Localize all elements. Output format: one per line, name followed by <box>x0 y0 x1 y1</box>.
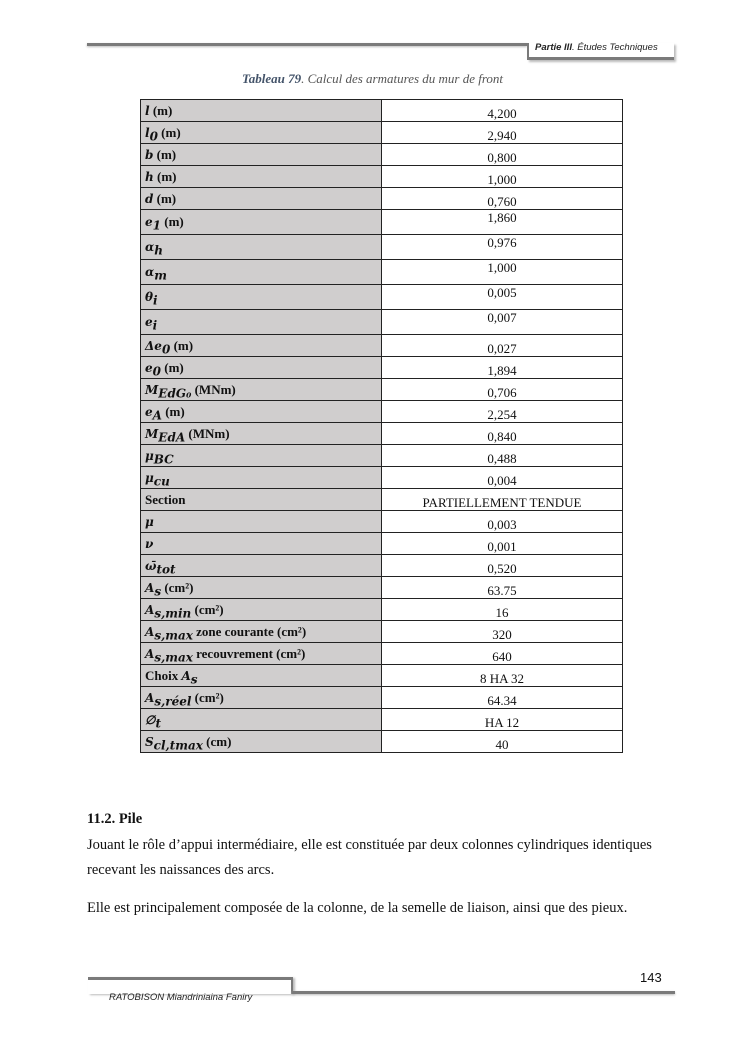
label-text: (cm²) <box>161 579 194 595</box>
row-label <box>141 709 382 731</box>
symbol-subscript: s,max <box>154 628 193 643</box>
row-value: 0,840 <box>382 423 623 445</box>
row-value: 0,005 <box>382 285 623 310</box>
symbol: M <box>145 426 159 441</box>
row-label <box>141 731 382 753</box>
table-row <box>141 210 623 235</box>
label-text: (m) <box>153 146 177 162</box>
table-row <box>141 166 623 188</box>
row-value: 8 HA 32 <box>382 665 623 687</box>
symbol-subscript: EdG₀ <box>158 386 192 401</box>
table-row <box>141 731 623 753</box>
row-label <box>141 445 382 467</box>
label-text: (m) <box>170 337 194 353</box>
symbol: ω̄ <box>145 558 157 573</box>
symbol: μ <box>145 448 154 463</box>
table-row <box>141 665 623 687</box>
label-text: recouvrement (cm²) <box>192 645 306 661</box>
symbol-subscript: BC <box>153 452 174 467</box>
row-value: 2,940 <box>382 122 623 144</box>
symbol-subscript: cu <box>153 474 170 489</box>
row-value: 1,860 <box>382 210 623 235</box>
row-value: 640 <box>382 643 623 665</box>
table-row <box>141 188 623 210</box>
row-label <box>141 122 382 144</box>
row-label <box>141 260 382 285</box>
symbol-subscript: 1 <box>152 218 161 233</box>
symbol-subscript: tot <box>156 562 176 577</box>
row-value: 0,520 <box>382 555 623 577</box>
paragraph: Jouant le rôle d’appui intermédiaire, elle est constituée par deux colonnes cylindriques identiques recevant les naissances des arcs. <box>87 837 652 878</box>
symbol: A <box>145 624 155 639</box>
symbol-subscript: i <box>153 293 158 308</box>
symbol: μ <box>145 470 154 485</box>
symbol: α <box>145 240 155 254</box>
symbol-subscript: s,réel <box>154 694 192 709</box>
header-section: Études Techniques <box>577 42 658 53</box>
symbol-subscript: m <box>154 268 167 283</box>
symbol: e <box>145 404 153 419</box>
table-row <box>141 467 623 489</box>
symbol: e <box>145 315 153 329</box>
row-value: 0,001 <box>382 533 623 555</box>
table-row <box>141 423 623 445</box>
label-text: (cm²) <box>191 601 224 617</box>
label-text: zone courante (cm²) <box>192 623 307 639</box>
symbol: A <box>145 646 155 661</box>
symbol-subscript: s <box>154 584 162 599</box>
row-label <box>141 379 382 401</box>
table-row <box>141 144 623 166</box>
table-row <box>141 285 623 310</box>
symbol: h <box>145 169 154 184</box>
row-value: 0,760 <box>382 188 623 210</box>
row-label <box>141 100 382 122</box>
row-value: 0,800 <box>382 144 623 166</box>
table-row <box>141 643 623 665</box>
table-row <box>141 709 623 731</box>
row-label <box>141 467 382 489</box>
header-part: Partie III <box>535 42 572 53</box>
paragraph: Elle est principalement composée de la colonne, de la semelle de liaison, ainsi que des pieux. <box>87 900 628 916</box>
row-value: 0,027 <box>382 335 623 357</box>
row-value: 0,004 <box>382 467 623 489</box>
symbol: A <box>145 690 155 705</box>
row-label <box>141 687 382 709</box>
footer-rule <box>292 991 675 994</box>
label-text: (cm²) <box>191 689 224 705</box>
table-row <box>141 260 623 285</box>
label-text: Choix <box>145 667 182 683</box>
symbol-subscript: cl,tmax <box>153 738 203 753</box>
row-label <box>141 423 382 445</box>
row-label <box>141 285 382 310</box>
row-label <box>141 235 382 260</box>
row-label <box>141 643 382 665</box>
label-text: (m) <box>149 102 173 118</box>
table-row <box>141 445 623 467</box>
label-text: (m) <box>153 168 177 184</box>
row-value: 1,894 <box>382 357 623 379</box>
row-value: 0,488 <box>382 445 623 467</box>
row-label <box>141 533 382 555</box>
table-row <box>141 357 623 379</box>
row-label <box>141 577 382 599</box>
row-value: 1,000 <box>382 260 623 285</box>
label-text: (cm) <box>202 733 232 749</box>
symbol: Δe <box>145 338 162 353</box>
table-row <box>141 687 623 709</box>
table-row <box>141 533 623 555</box>
table-row <box>141 100 623 122</box>
table-row <box>141 599 623 621</box>
row-label <box>141 335 382 357</box>
footer-author: RATOBISON Miandriniaina Faniry <box>109 992 253 1003</box>
table-row <box>141 555 623 577</box>
symbol-subscript: t <box>155 716 161 731</box>
symbol: ν <box>145 536 154 551</box>
symbol: S <box>145 734 154 749</box>
row-value: 0,003 <box>382 511 623 533</box>
symbol-subscript: s,min <box>154 606 192 621</box>
row-value: 1,000 <box>382 166 623 188</box>
symbol-subscript: 0 <box>149 129 158 144</box>
label-text: (m) <box>161 403 185 419</box>
row-value: 4,200 <box>382 100 623 122</box>
row-label <box>141 357 382 379</box>
caption-text: . Calcul des armatures du mur de front <box>301 71 504 86</box>
symbol: α <box>145 265 155 279</box>
table-row <box>141 401 623 423</box>
symbol: b <box>145 147 154 162</box>
symbol: d <box>145 191 154 206</box>
label-text: (m) <box>161 214 184 229</box>
table-row <box>141 379 623 401</box>
symbol: l <box>145 125 150 140</box>
row-value: 320 <box>382 621 623 643</box>
table-row <box>141 577 623 599</box>
symbol: M <box>145 382 159 397</box>
row-value: 0,976 <box>382 235 623 260</box>
table-caption <box>0 71 745 87</box>
row-label <box>141 555 382 577</box>
row-value: 40 <box>382 731 623 753</box>
symbol: e <box>145 360 153 375</box>
row-label <box>141 511 382 533</box>
table-row <box>141 235 623 260</box>
caption-label: Tableau 79 <box>241 71 302 86</box>
row-label <box>141 621 382 643</box>
symbol: A <box>181 668 191 683</box>
row-value: HA 12 <box>382 709 623 731</box>
calculation-table <box>140 99 623 753</box>
row-value: 16 <box>382 599 623 621</box>
row-label <box>141 144 382 166</box>
table-row <box>141 122 623 144</box>
symbol-subscript: 0 <box>161 342 171 357</box>
section-title: 11.2. Pile <box>87 811 143 827</box>
table-row <box>141 310 623 335</box>
symbol: A <box>145 602 155 617</box>
row-label <box>141 310 382 335</box>
header-rule <box>87 43 527 46</box>
symbol-subscript: i <box>152 318 158 333</box>
row-label <box>141 166 382 188</box>
label-text: (m) <box>157 124 181 140</box>
row-value: 63.75 <box>382 577 623 599</box>
row-label <box>141 489 382 511</box>
label-text: (MNm) <box>185 425 230 441</box>
symbol: θ <box>145 290 154 304</box>
symbol-subscript: s,max <box>154 650 193 665</box>
row-label <box>141 210 382 235</box>
label-text: Section <box>145 491 186 507</box>
running-header: Partie III. Études Techniques <box>535 42 658 53</box>
row-value: 0,007 <box>382 310 623 335</box>
symbol-subscript: A <box>152 408 162 423</box>
symbol: e <box>145 215 153 229</box>
label-text: (m) <box>161 359 184 375</box>
page-number: 143 <box>640 970 662 985</box>
row-label <box>141 599 382 621</box>
symbol: A <box>145 580 155 595</box>
row-label <box>141 401 382 423</box>
symbol: ∅ <box>145 712 156 727</box>
row-value: 64.34 <box>382 687 623 709</box>
symbol-subscript: h <box>154 243 163 258</box>
symbol-subscript: s <box>190 672 198 687</box>
table-row <box>141 489 623 511</box>
symbol: l <box>145 103 150 118</box>
symbol-subscript: EdA <box>158 430 186 445</box>
symbol-subscript: 0 <box>152 364 161 379</box>
row-value: 0,706 <box>382 379 623 401</box>
symbol: μ <box>145 514 154 529</box>
label-text: (m) <box>153 190 177 206</box>
row-label <box>141 188 382 210</box>
row-label <box>141 665 382 687</box>
row-value: 2,254 <box>382 401 623 423</box>
label-text: (MNm) <box>191 381 236 397</box>
row-value: PARTIELLEMENT TENDUE <box>382 489 623 511</box>
table-row <box>141 335 623 357</box>
table-row <box>141 621 623 643</box>
table-row <box>141 511 623 533</box>
